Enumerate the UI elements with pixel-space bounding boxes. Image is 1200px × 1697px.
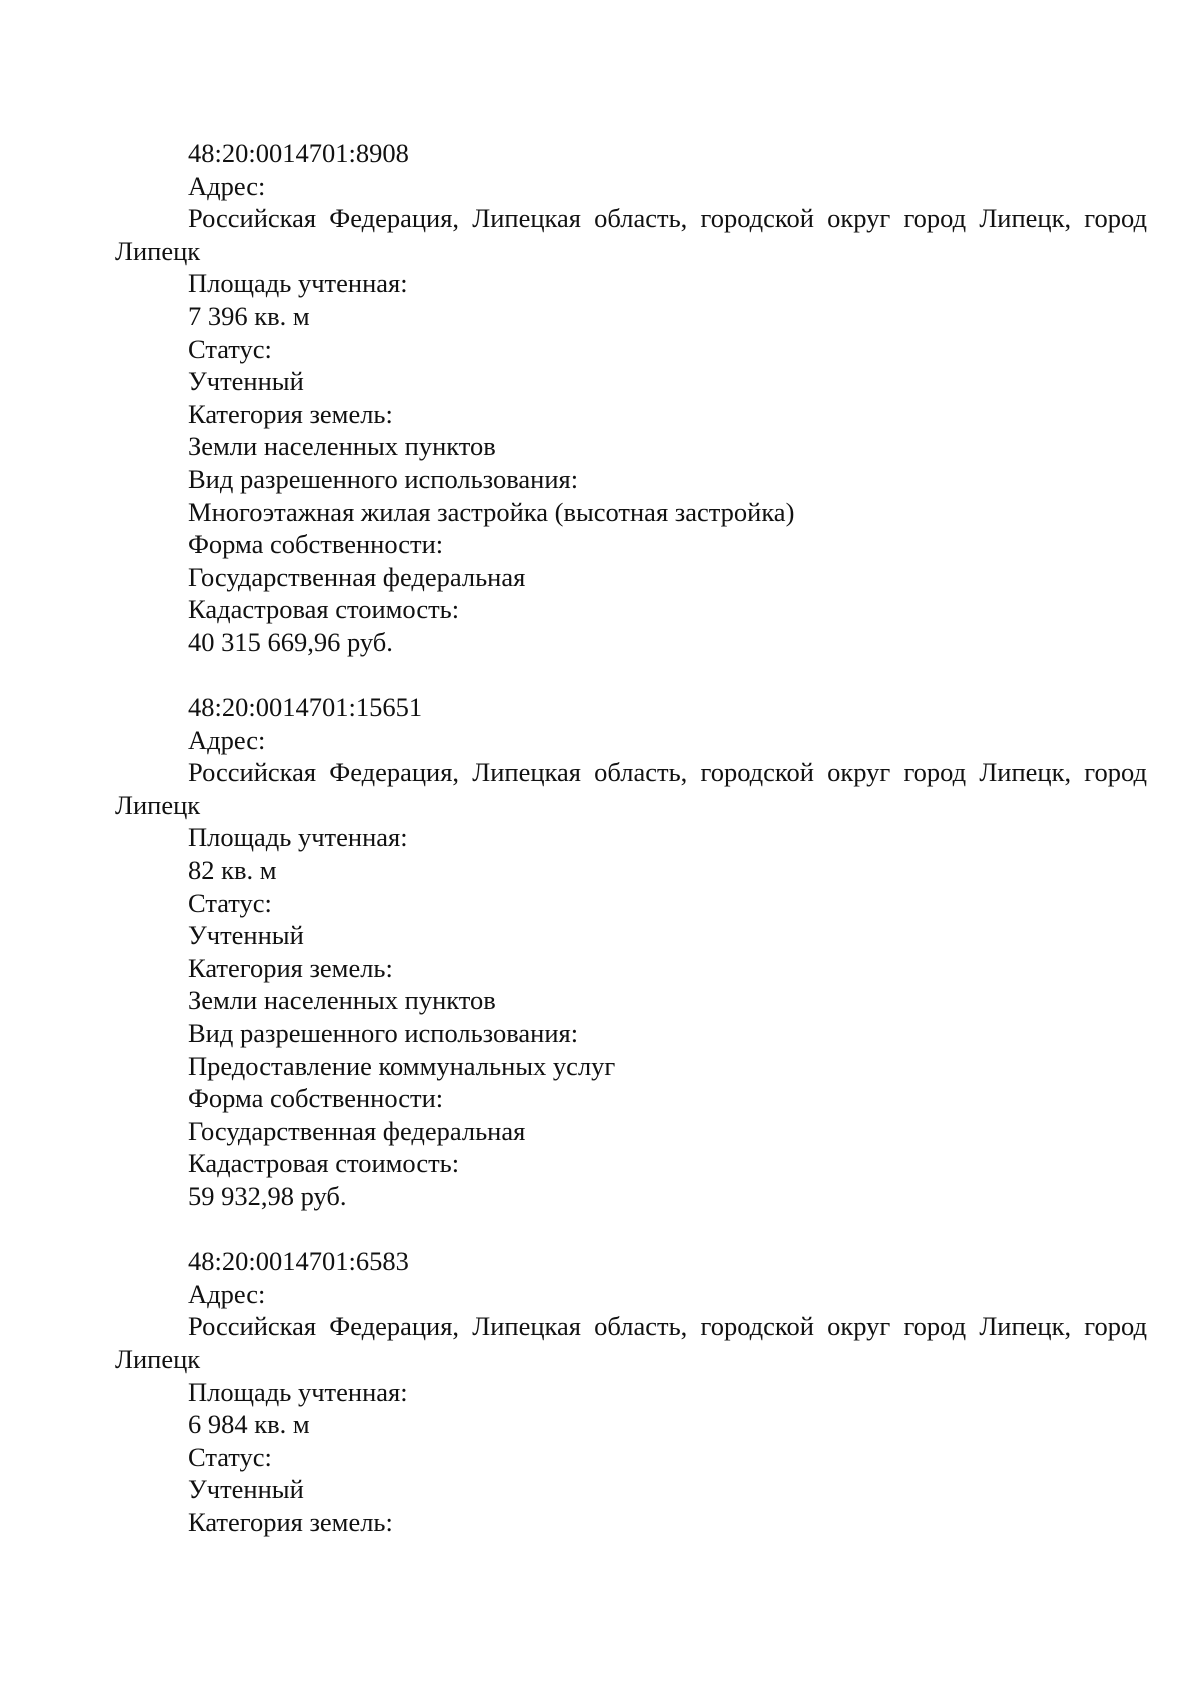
status-value: Учтенный (188, 366, 304, 397)
area-label: Площадь учтенная: (188, 822, 408, 853)
land-category-label: Категория земель: (188, 398, 393, 429)
land-category-value: Земли населенных пунктов (188, 431, 496, 462)
land-category-label: Категория земель: (188, 952, 393, 983)
cadastral-number: 48:20:0014701:15651 (188, 692, 423, 723)
land-plot-record-1 (115, 137, 1147, 659)
permitted-use-label: Вид разрешенного использования: (188, 1018, 579, 1049)
address-label: Адрес: (188, 170, 266, 201)
land-plot-record-3 (115, 1245, 1147, 1538)
address-label: Адрес: (188, 1278, 266, 1309)
cadastral-number: 48:20:0014701:8908 (188, 138, 409, 168)
status-label: Статус: (188, 1441, 272, 1472)
status-label: Статус: (188, 333, 272, 364)
permitted-use-label: Вид разрешенного использования: (188, 463, 579, 494)
area-value: 82 кв. м (188, 855, 277, 886)
cadastral-cost-label: Кадастровая стоимость: (188, 594, 460, 625)
land-plot-record-2 (115, 691, 1147, 1213)
ownership-form-value: Государственная федеральная (188, 561, 526, 592)
area-label: Площадь учтенная: (188, 1376, 408, 1407)
status-value: Учтенный (188, 920, 304, 951)
address-label: Адрес: (188, 724, 266, 755)
cadastral-cost-label: Кадастровая стоимость: (188, 1148, 460, 1179)
land-category-label: Категория земель: (188, 1506, 393, 1537)
document-body (115, 137, 1147, 1539)
cadastral-cost-value: 59 932,98 руб. (188, 1181, 347, 1211)
cadastral-number: 48:20:0014701:6583 (188, 1246, 409, 1277)
ownership-form-label: Форма собственности: (188, 1083, 444, 1114)
land-category-value: Земли населенных пунктов (188, 985, 496, 1016)
area-value: 6 984 кв. м (188, 1409, 310, 1440)
address-value: Российская Федерация, Липецкая область, городской округ город Липецк, город Липецк (115, 203, 1147, 266)
permitted-use-value: Многоэтажная жилая застройка (высотная застройка) (188, 496, 795, 527)
cadastral-cost-value: 40 315 669,96 руб. (188, 626, 393, 657)
area-value: 7 396 кв. м (188, 300, 310, 331)
ownership-form-label: Форма собственности: (188, 529, 444, 560)
address-value: Российская Федерация, Липецкая область, городской округ город Липецк, город Липецк (115, 1311, 1147, 1374)
ownership-form-value: Государственная федеральная (188, 1115, 526, 1146)
status-label: Статус: (188, 887, 272, 918)
area-label: Площадь учтенная: (188, 268, 408, 299)
address-value: Российская Федерация, Липецкая область, городской округ город Липецк, город Липецк (115, 757, 1147, 820)
status-value: Учтенный (188, 1474, 304, 1505)
permitted-use-value: Предоставление коммунальных услуг (188, 1050, 616, 1081)
